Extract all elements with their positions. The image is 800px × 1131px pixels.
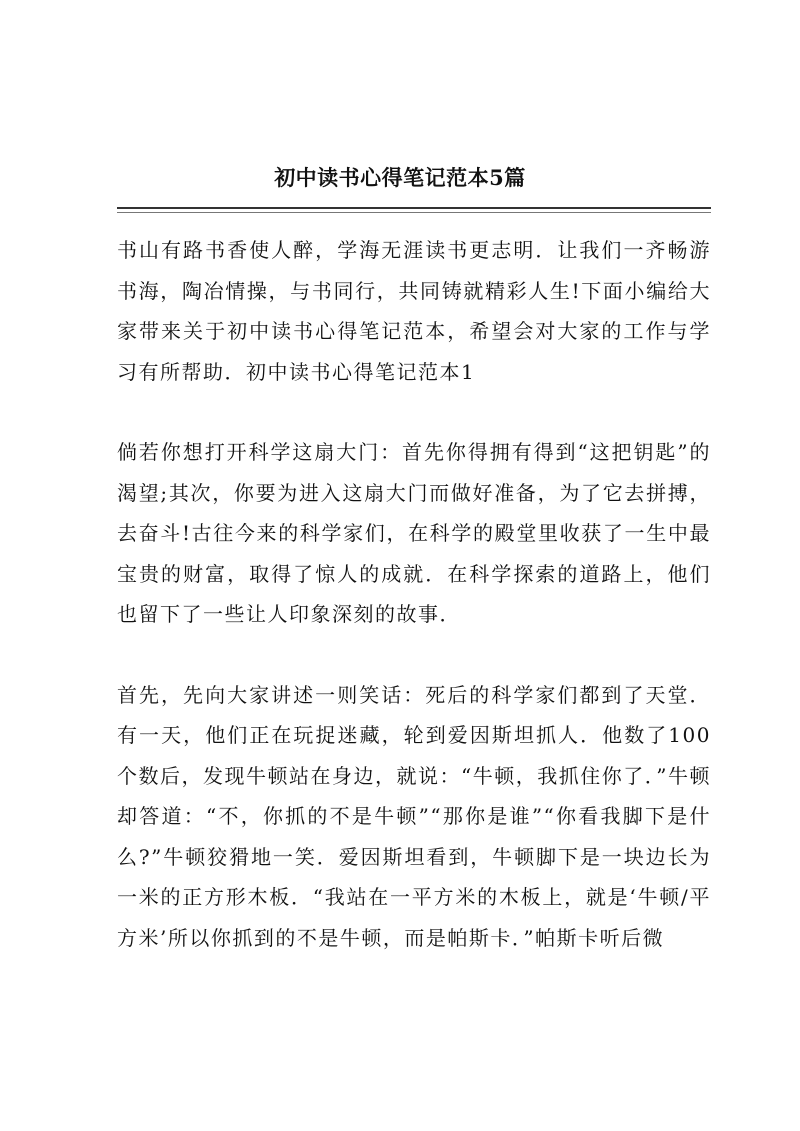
paragraph-joke: 首先，先向大家讲述一则笑话：死后的科学家们都到了天堂．有一天，他们正在玩捉迷藏，轮到爱因斯坦抓人．他数了100个数后，发现牛顿站在身边，就说：“牛顿，我抓住你了．”牛顿却答道：“不，你抓的不是牛顿”“那你是谁”“你看我脚下是什么?”牛顿狡猾地一笑．爱因斯坦看到，牛顿脚下是一块边长为一米的正方形木板．“我站在一平方米的木板上，就是‘牛顿/平方米’所以你抓到的不是牛顿，而是帕斯卡．”帕斯卡听后微 — [117, 682, 711, 950]
document-title: 初中读书心得笔记范本5篇 — [274, 165, 526, 190]
paragraph-science-door: 倘若你想打开科学这扇大门：首先你得拥有得到“这把钥匙”的渴望;其次，你要为进入这扇大门而做好准备，为了它去拼搏，去奋斗!古往今来的科学家们，在科学的殿堂里收获了一生中最宝贵的财富，取得了惊人的成就．在科学探索的道路上，他们也留下了一些让人印象深刻的故事． — [117, 440, 711, 626]
document-body — [117, 230, 711, 998]
title-divider — [117, 207, 711, 209]
title-divider-thin — [117, 212, 711, 213]
paragraph-intro: 书山有路书香使人醉，学海无涯读书更志明．让我们一齐畅游书海，陶冶情操，与书同行，共同铸就精彩人生!下面小编给大家带来关于初中读书心得笔记范本，希望会对大家的工作与学习有所帮助．初中读书心得笔记范本1 — [117, 238, 711, 384]
